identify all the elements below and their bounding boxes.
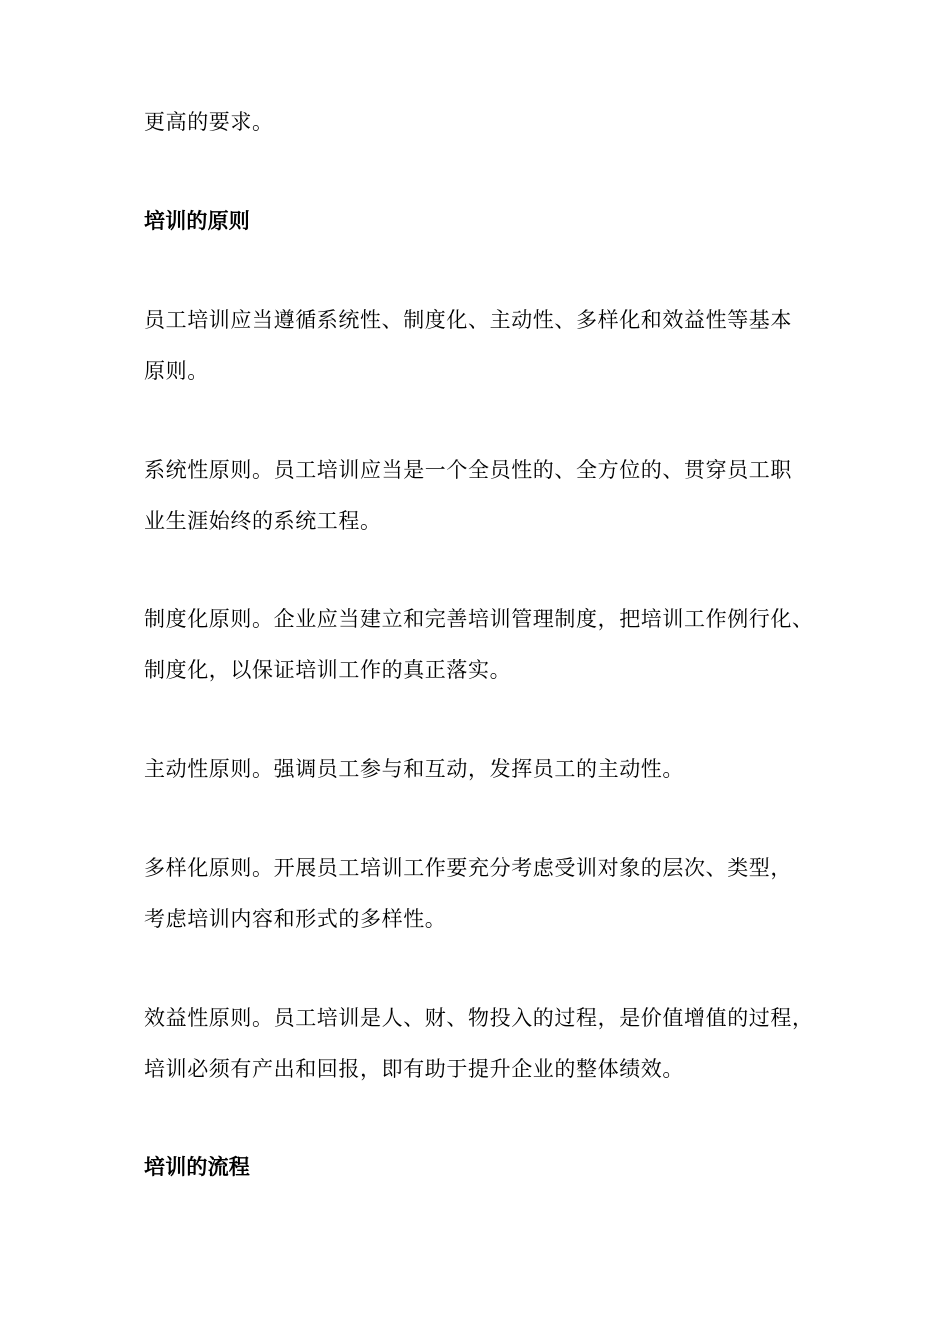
paragraph-fragment: 更高的要求。 [144,110,274,134]
principle-systematic-line-1: 系统性原则。员工培训应当是一个全员性的、全方位的、贯穿员工职 [144,458,792,482]
principle-effectiveness-line-2: 培训必须有产出和回报，即有助于提升企业的整体绩效。 [144,1057,684,1081]
principle-diversity-line-1: 多样化原则。开展员工培训工作要充分考虑受训对象的层次、类型， [144,856,792,880]
principle-systematic-line-2: 业生涯始终的系统工程。 [144,509,382,533]
principle-effectiveness-line-1: 效益性原则。员工培训是人、财、物投入的过程，是价值增值的过程， [144,1006,814,1030]
principle-institutional-line-1: 制度化原则。企业应当建立和完善培训管理制度，把培训工作例行化、 [144,607,814,631]
principle-diversity-line-2: 考虑培训内容和形式的多样性。 [144,907,447,931]
principle-institutional-line-2: 制度化，以保证培训工作的真正落实。 [144,658,512,682]
principles-intro-line-2: 原则。 [144,359,209,383]
principles-intro-line-1: 员工培训应当遵循系统性、制度化、主动性、多样化和效益性等基本 [144,308,792,332]
principle-initiative-line-1: 主动性原则。强调员工参与和互动，发挥员工的主动性。 [144,757,684,781]
heading-training-principles: 培训的原则 [144,208,250,233]
heading-training-process: 培训的流程 [144,1154,250,1179]
